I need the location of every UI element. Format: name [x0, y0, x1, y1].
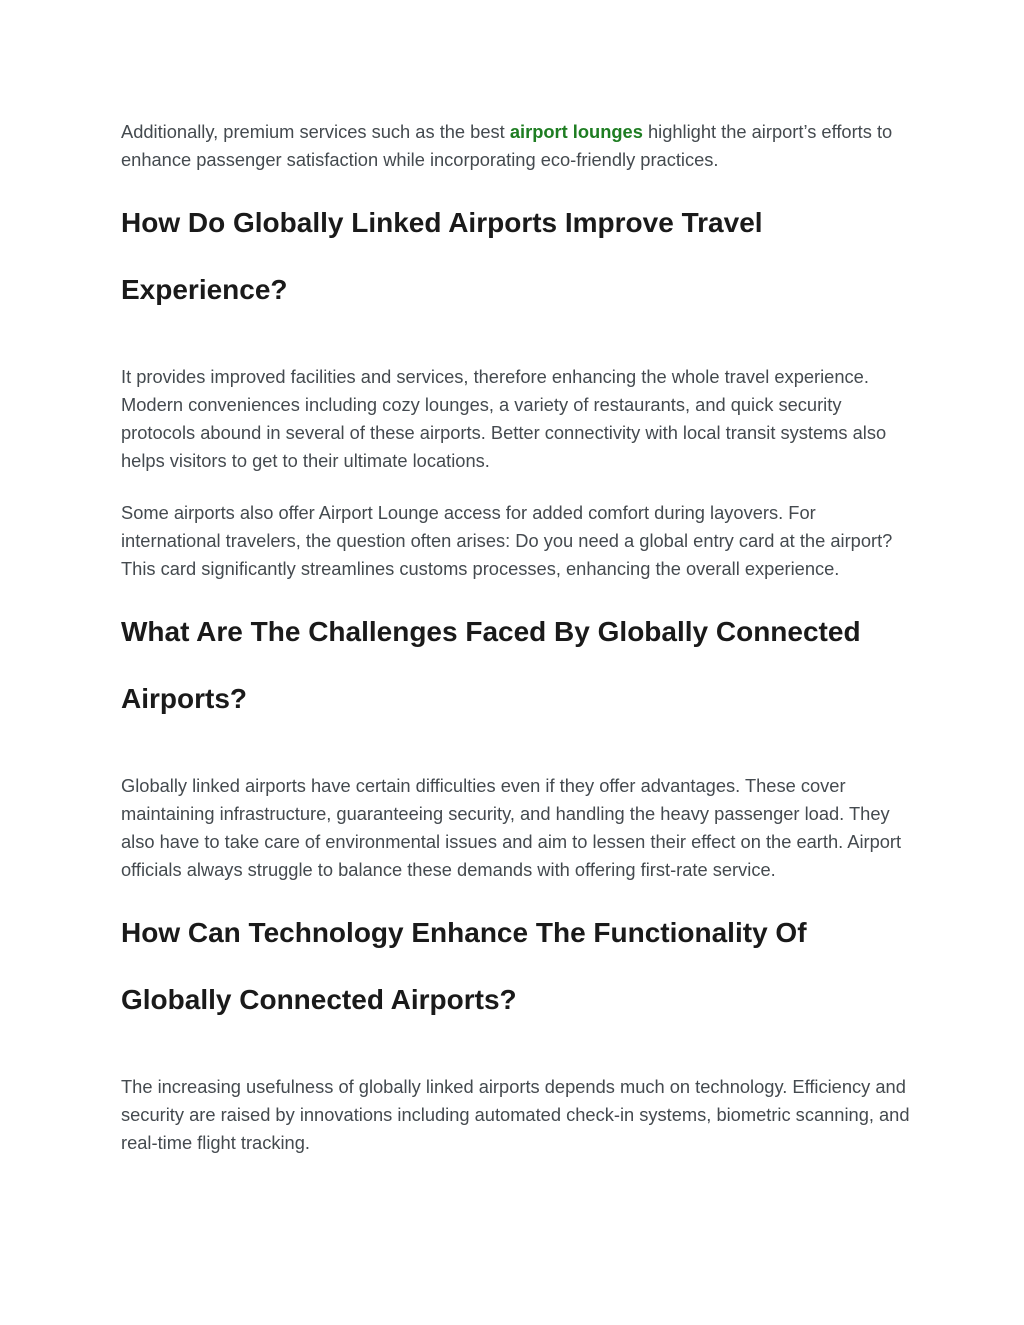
intro-paragraph — [121, 118, 911, 174]
paragraph-technology: The increasing usefulness of globally linked airports depends much on technology. Efficiency and security are raised by innovations including automated check-in systems, biometric scanning, and real-time flight tracking. — [121, 1076, 910, 1153]
paragraph-lounge-access: Some airports also offer Airport Lounge access for added comfort during layovers. For international travelers, the question often arises: Do you need a global entry card at the airport? This card significantly streamlines customs processes, enhancing the overall experience. — [121, 502, 893, 579]
intro-text-after-link: highlight the airport’s efforts to enhance passenger satisfaction while incorporating eco-friendly practices. — [121, 121, 893, 170]
paragraph-challenges: Globally linked airports have certain difficulties even if they offer advantages. These cover maintaining infrastructure, guaranteeing security, and handling the heavy passenger load. They also have to take care of environmental issues and aim to lessen their effect on the earth. Airport officials always struggle to balance these demands with offering first-rate service. — [121, 775, 902, 880]
section-heading-travel-experience: How Do Globally Linked Airports Improve Travel Experience? — [121, 207, 763, 305]
intro-text-before-link: Additionally, premium services such as the best — [121, 121, 510, 142]
document-page — [121, 118, 911, 1157]
section-heading-technology: How Can Technology Enhance The Functionality Of Globally Connected Airports? — [121, 917, 807, 1015]
airport-lounges-link[interactable]: airport lounges — [509, 121, 643, 142]
section-heading-challenges: What Are The Challenges Faced By Globally Connected Airports? — [121, 616, 861, 714]
paragraph-travel-facilities: It provides improved facilities and services, therefore enhancing the whole travel experience. Modern conveniences including cozy lounges, a variety of restaurants, and quick security protocols abound in several of these airports. Better connectivity with local transit systems also helps visitors to get to their ultimate locations. — [121, 366, 887, 471]
